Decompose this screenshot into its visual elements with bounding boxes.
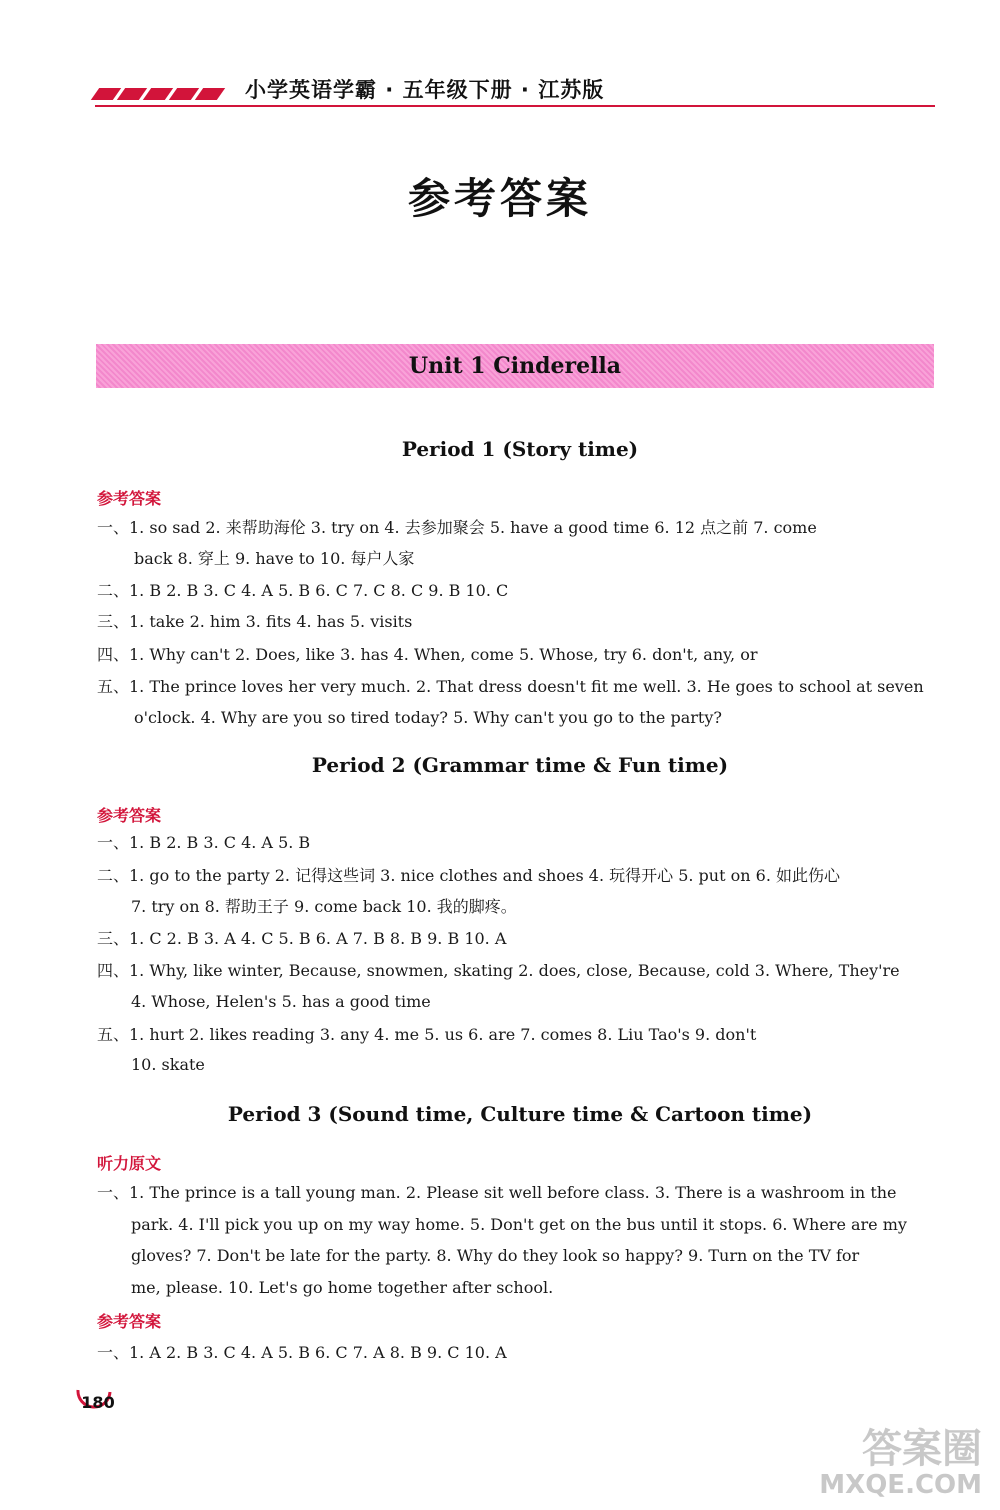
listening-label: 听力原文	[97, 1154, 162, 1173]
answer-line: 4. Whose, Helen's 5. has a good time	[131, 992, 431, 1011]
watermark	[819, 1428, 982, 1500]
answer-line: 四、1. Why, like winter, Because, snowmen, skating 2. does, close, Because, cold 3. Where, They're	[97, 961, 900, 980]
answer-line: 二、1. B 2. B 3. C 4. A 5. B 6. C 7. C 8. C 9. B 10. C	[97, 581, 509, 600]
answer-line: 三、1. C 2. B 3. A 4. C 5. B 6. A 7. B 8. B 9. B 10. A	[97, 929, 507, 948]
answers-label: 参考答案	[97, 489, 162, 508]
listening-line: gloves? 7. Don't be late for the party. 8. Why do they look so happy? 9. Turn on the TV for	[131, 1246, 860, 1265]
listening-line: me, please. 10. Let's go home together after school.	[131, 1278, 554, 1297]
answers-label: 参考答案	[97, 1312, 162, 1331]
period-1-heading: Period 1 (Story time)	[401, 437, 639, 461]
period-2-heading: Period 2 (Grammar time & Fun time)	[311, 753, 729, 777]
period-3-heading: Period 3 (Sound time, Culture time & Cartoon time)	[227, 1102, 813, 1126]
answers-label: 参考答案	[97, 806, 162, 825]
answer-line: 7. try on 8. 帮助王子 9. come back 10. 我的脚疼。	[131, 897, 517, 916]
page-number: 180	[81, 1393, 115, 1412]
answer-line: back 8. 穿上 9. have to 10. 每户人家	[134, 549, 415, 568]
header-title: 小学英语学霸 · 五年级下册 · 江苏版	[245, 78, 605, 102]
page-title: 参考答案	[407, 174, 592, 223]
unit-banner: Unit 1 Cinderella	[96, 344, 934, 388]
answer-line: 五、1. The prince loves her very much. 2. That dress doesn't fit me well. 3. He goes to school at seven	[97, 677, 924, 696]
answer-line: 一、1. so sad 2. 来帮助海伦 3. try on 4. 去参加聚会 5. have a good time 6. 12 点之前 7. come	[97, 518, 817, 537]
listening-line: 一、1. The prince is a tall young man. 2. Please sit well before class. 3. There is a washroom in the	[97, 1183, 897, 1202]
answer-line: 四、1. Why can't 2. Does, like 3. has 4. When, come 5. Whose, try 6. don't, any, or	[97, 645, 758, 664]
header-stripes	[95, 88, 221, 100]
answer-line: 10. skate	[131, 1055, 205, 1074]
listening-line: park. 4. I'll pick you up on my way home. 5. Don't get on the bus until it stops. 6. Where are my	[131, 1215, 907, 1234]
page-number-badge	[70, 1384, 122, 1420]
watermark-url: MXQE.COM	[819, 1470, 982, 1500]
answer-line: o'clock. 4. Why are you so tired today? 5. Why can't you go to the party?	[134, 708, 722, 727]
header-stripe	[195, 88, 225, 100]
answer-line: 五、1. hurt 2. likes reading 3. any 4. me 5. us 6. are 7. comes 8. Liu Tao's 9. don't	[97, 1025, 757, 1044]
answer-line: 一、1. A 2. B 3. C 4. A 5. B 6. C 7. A 8. B 9. C 10. A	[97, 1343, 507, 1362]
watermark-logo: 答案圈	[862, 1426, 982, 1472]
answer-line: 一、1. B 2. B 3. C 4. A 5. B	[97, 833, 311, 852]
answer-line: 二、1. go to the party 2. 记得这些词 3. nice clothes and shoes 4. 玩得开心 5. put on 6. 如此伤心	[97, 866, 840, 885]
header-rule	[95, 105, 935, 107]
answer-line: 三、1. take 2. him 3. fits 4. has 5. visits	[97, 612, 413, 631]
running-header	[95, 72, 935, 112]
